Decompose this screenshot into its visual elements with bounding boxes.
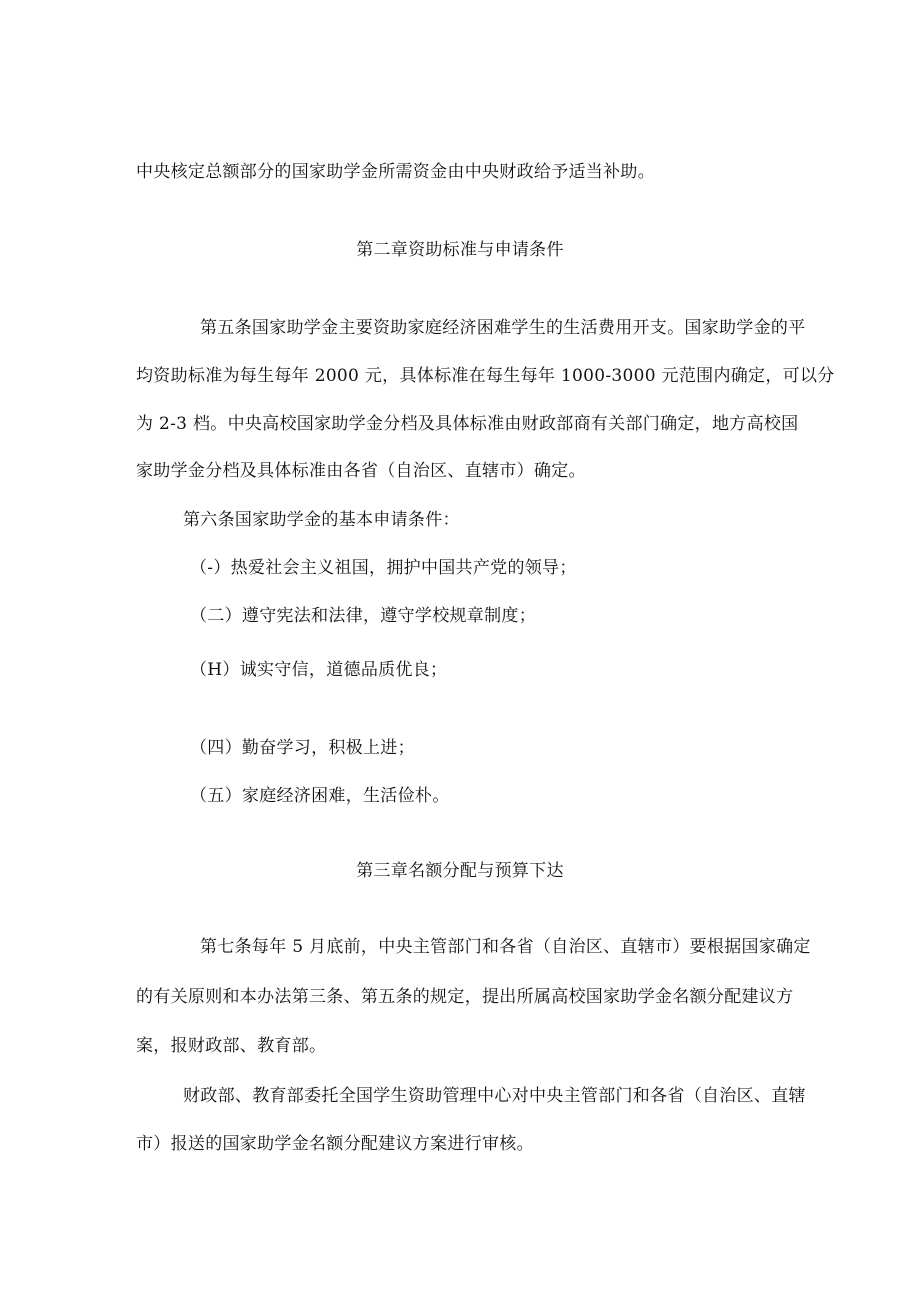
list-item: （二）遵守宪法和法律，遵守学校规章制度； <box>190 606 536 626</box>
article-5-line-1: 第五条国家助学金主要资助家庭经济困难学生的生活费用开支。国家助学金的平 <box>200 318 806 338</box>
list-item: （H）诚实守信，道德品质优良； <box>190 660 448 680</box>
article-5-line-4: 家助学金分档及具体标准由各省（自治区、直辖市）确定。 <box>136 461 586 481</box>
review-line-2: 市）报送的国家助学金名额分配建议方案进行审核。 <box>136 1134 534 1154</box>
article-7-line-1: 第七条每年 5 月底前，中央主管部门和各省（自治区、直辖市）要根据国家确定 <box>200 937 811 957</box>
article-7-line-2: 的有关原则和本办法第三条、第五条的规定，提出所属高校国家助学金名额分配建议方 <box>136 987 794 1007</box>
article-5-line-3: 为 2-3 档。中央高校国家助学金分档及具体标准由财政部商有关部门确定，地方高校国 <box>136 414 799 434</box>
list-item: （-）热爱社会主义祖国，拥护中国共产党的领导； <box>190 558 577 578</box>
list-item: （五）家庭经济困难，生活俭朴。 <box>190 786 450 806</box>
review-line-1: 财政部、教育部委托全国学生资助管理中心对中央主管部门和各省（自治区、直辖 <box>183 1086 806 1106</box>
intro-paragraph: 中央核定总额部分的国家助学金所需资金由中央财政给予适当补助。 <box>136 162 655 182</box>
list-item: （四）勤奋学习，积极上进； <box>190 738 415 758</box>
article-7-line-3: 案，报财政部、教育部。 <box>136 1036 327 1056</box>
article-5-line-2: 均资助标准为每生每年 2000 元，具体标准在每生每年 1000-3000 元范围内确定，可以分 <box>136 366 835 386</box>
chapter-3-heading: 第三章名额分配与预算下达 <box>356 861 564 881</box>
article-6-intro: 第六条国家助学金的基本申请条件： <box>183 510 460 530</box>
chapter-2-heading: 第二章资助标准与申请条件 <box>356 240 564 260</box>
